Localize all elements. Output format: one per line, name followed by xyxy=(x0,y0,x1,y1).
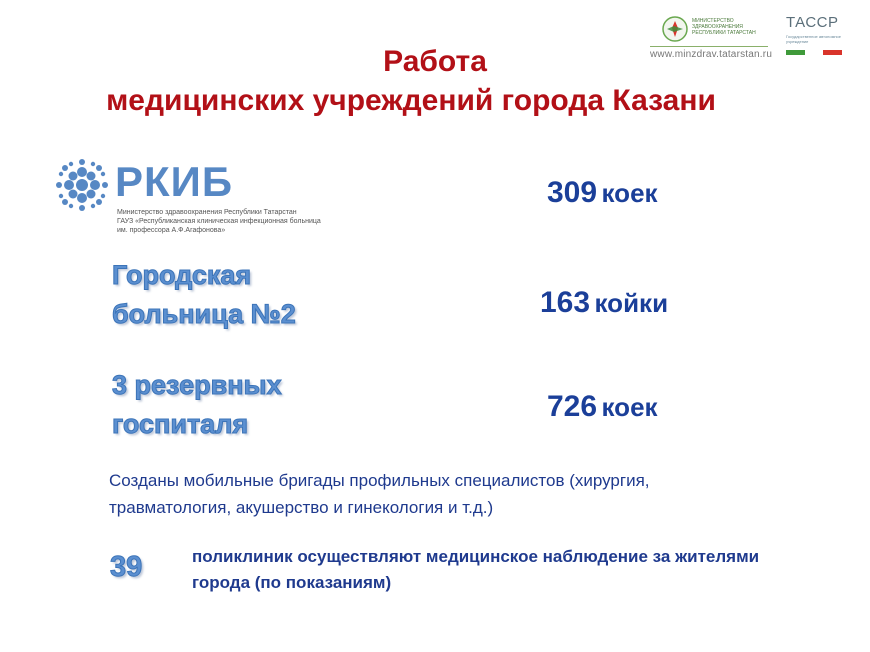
reserve-name-line2: госпиталя xyxy=(112,409,249,439)
hospital2-beds-number: 163 xyxy=(540,286,591,319)
reserve-beds-number: 726 xyxy=(547,390,598,423)
rkib-desc-line2: ГАУЗ «Республиканская клиническая инфекционная больница xyxy=(117,218,321,225)
page-title-line1: Работа xyxy=(383,45,487,78)
hospital2-name-line1: Городская xyxy=(112,260,252,290)
rkib-desc-line1: Министерство здравоохранения Республики Татарстан xyxy=(117,209,297,216)
ministry-emblem-icon xyxy=(662,16,688,42)
mobile-teams-text xyxy=(109,467,789,521)
rkib-beds xyxy=(547,176,658,210)
hospital2-name-line2: больница №2 xyxy=(112,299,296,329)
page-title-line2: медицинских учреждений города Казани xyxy=(106,84,716,117)
mobile-teams-line1: Созданы мобильные бригады профильных специалистов (хирургия, xyxy=(109,471,650,490)
polyclinics-text xyxy=(192,544,852,596)
rkib-description xyxy=(117,208,417,235)
rkib-desc-line3: им. профессора А.Ф.Агафонова» xyxy=(117,227,226,234)
hospital2-beds-unit: койки xyxy=(594,288,669,318)
rkib-beds-number: 309 xyxy=(547,176,598,209)
polyclinics-count: 39 xyxy=(110,551,143,583)
rkib-abbreviation: РКИБ xyxy=(115,158,234,205)
reserve-name-line1: 3 резервных xyxy=(112,370,282,400)
polyclinics-line1: поликлиник осуществляют медицинское наблюдение за жителями xyxy=(192,547,760,566)
reserve-beds-unit: коек xyxy=(601,392,658,422)
agency-logo-text: ТАССР xyxy=(786,14,839,31)
polyclinics-line2: города (по показаниям) xyxy=(192,573,392,592)
ministry-text: МИНИСТЕРСТВО ЗДРАВООХРАНЕНИЯ РЕСПУБЛИКИ ТАТАРСТАН xyxy=(692,18,756,36)
reserve-name xyxy=(112,366,282,444)
hospital2-beds xyxy=(540,286,668,320)
rkib-logo xyxy=(55,158,375,238)
virus-icon xyxy=(55,158,109,212)
hospital2-name xyxy=(112,256,296,334)
rkib-beds-unit: коек xyxy=(601,178,658,208)
mobile-teams-line2: травматология, акушерство и гинекология и т.д.) xyxy=(109,498,494,517)
agency-subtitle: Государственное автономное учреждение xyxy=(786,34,842,44)
ministry-url: www.minzdrav.tatarstan.ru xyxy=(650,49,773,60)
reserve-beds xyxy=(547,390,658,424)
